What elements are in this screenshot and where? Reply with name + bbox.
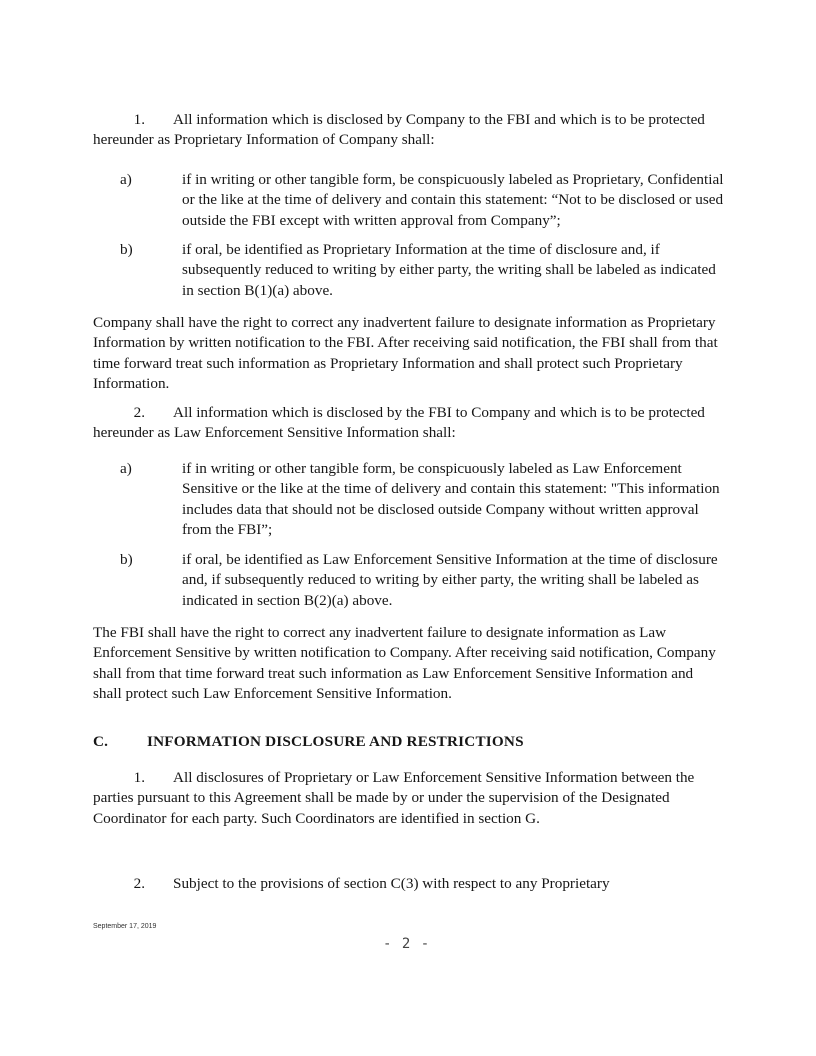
list-item-text: if oral, be identified as Proprietary Information at the time of disclosure and, if subsequently reduced to writing by either party, the writing shall be labeled as indicated in section B(1)(a) above. xyxy=(182,241,716,299)
paragraph-fbi-right: The FBI shall have the right to correct any inadvertent failure to designate information as Law Enforcement Sensitive by written notification to Company. After receiving said notification, Company shall from that time forward treat such information as Law Enforcement Sensitive Information and shall protect such Law Enforcement Sensitive Information. xyxy=(93,624,716,703)
list-item-b1-b xyxy=(120,240,725,301)
paragraph-c1 xyxy=(93,768,725,829)
paragraph-text: All information which is disclosed by the FBI to Company and which is to be protected hereunder as Law Enforcement Sensitive Information shall: xyxy=(93,404,705,442)
section-number: C. xyxy=(93,733,109,750)
list-item-b1-a xyxy=(120,170,725,231)
paragraph-number: 1. xyxy=(133,769,145,786)
paragraph-number: 1. xyxy=(133,111,145,128)
paragraph-b2 xyxy=(93,403,725,444)
list-item-b2-a xyxy=(120,459,725,541)
list-item-text: if in writing or other tangible form, be conspicuously labeled as Law Enforcement Sensitive or the like at the time of delivery and contain this statement: "This information includes data that should not be disclosed outside Company without written approval from the FBI”; xyxy=(182,460,720,539)
paragraph-text: All disclosures of Proprietary or Law Enforcement Sensitive Information between the parties pursuant to this Agreement shall be made by or under the supervision of the Designated Coordinator for each party. Such Coordinators are identified in section G. xyxy=(93,769,695,827)
list-item-label: a) xyxy=(120,460,132,477)
section-title: INFORMATION DISCLOSURE AND RESTRICTIONS xyxy=(147,733,524,750)
paragraph-company-right: Company shall have the right to correct any inadvertent failure to designate information as Proprietary Information by written notification to the FBI. After receiving said notification, the FBI shall from that time forward treat such information as Proprietary Information and shall protect such Proprietary Information. xyxy=(93,314,718,393)
list-item-text: if in writing or other tangible form, be conspicuously labeled as Proprietary, Confidential or the like at the time of delivery and contain this statement: “Not to be disclosed or used outside the FBI except with written approval from Company”; xyxy=(182,171,724,229)
paragraph-text: All information which is disclosed by Company to the FBI and which is to be protected hereunder as Proprietary Information of Company shall: xyxy=(93,111,705,149)
paragraph-c2 xyxy=(93,874,725,894)
paragraph-b1 xyxy=(93,110,725,151)
footer-date: September 17, 2019 xyxy=(93,923,157,930)
list-item-b2-b xyxy=(120,550,725,611)
section-c-heading xyxy=(93,733,524,751)
paragraph-number: 2. xyxy=(133,875,145,892)
paragraph-text: Subject to the provisions of section C(3) with respect to any Proprietary xyxy=(173,875,610,892)
list-item-text: if oral, be identified as Law Enforcement Sensitive Information at the time of disclosure and, if subsequently reduced to writing by either party, the writing shall be labeled as indicated in section B(2)(a) above. xyxy=(182,551,718,609)
paragraph-number: 2. xyxy=(133,404,145,421)
page-number: - 2 - xyxy=(383,936,431,952)
list-item-label: a) xyxy=(120,171,132,188)
list-item-label: b) xyxy=(120,551,133,568)
list-item-label: b) xyxy=(120,241,133,258)
